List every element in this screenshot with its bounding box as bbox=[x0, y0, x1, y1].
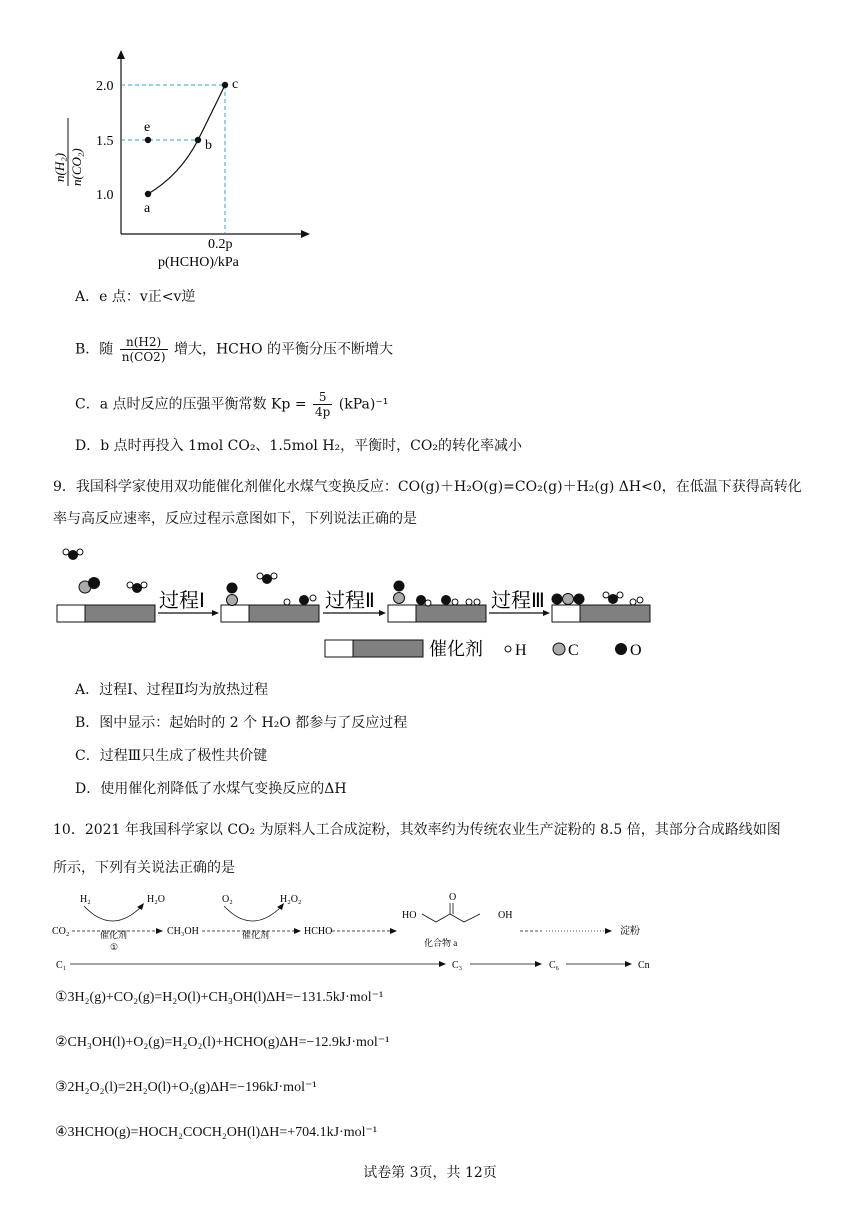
q10-stem-line1: 10．2021 年我国科学家以 CO₂ 为原料人工合成淀粉，其效率约为传统农业生产淀粉的 8.5 倍，其部分合成路线如图 bbox=[53, 822, 781, 838]
step2-label: 过程Ⅱ bbox=[325, 590, 375, 612]
route-o-top: O bbox=[449, 892, 457, 903]
q10-stem-line2: 所示，下列有关说法正确的是 bbox=[53, 860, 235, 876]
route-oh: OH bbox=[498, 910, 513, 921]
frac-denominator: n(CO2) bbox=[121, 350, 166, 364]
label-a: a bbox=[144, 201, 151, 216]
q8-option-c-fraction bbox=[313, 390, 332, 419]
q9-stem-line1: 9．我国科学家使用双功能催化剂催化水煤气变换反应：CO(g)＋H₂O(g)=CO₂(g)＋H₂(g) ΔH<0，在低温下获得高转化 bbox=[53, 479, 802, 495]
xtick-0.2p: 0.2p bbox=[208, 237, 233, 252]
page-footer: 试卷第 3页，共 12页 bbox=[363, 1165, 497, 1181]
q8-option-c-post: (kPa)⁻¹ bbox=[338, 396, 389, 413]
label-b: b bbox=[205, 138, 212, 153]
svg-text:n(H₂): n(H₂) bbox=[52, 152, 67, 182]
catalyst-4 bbox=[552, 605, 650, 622]
frac-numerator: n(H2) bbox=[120, 335, 168, 350]
x-axis-label: p(HCHO)/kPa bbox=[158, 255, 239, 270]
catalyst-1 bbox=[57, 605, 155, 622]
q8-option-a: A．e 点：v正<v逆 bbox=[75, 289, 196, 305]
route-catalyst-1: 催化剂 bbox=[100, 930, 128, 940]
q8-option-b-pre: B．随 bbox=[75, 341, 114, 358]
route-starch: 淀粉 bbox=[620, 926, 640, 937]
legend-catalyst-label: 催化剂 bbox=[429, 639, 483, 659]
legend-c-icon bbox=[553, 643, 565, 655]
legend-h-label: H bbox=[515, 642, 527, 659]
frac-numerator: 5 bbox=[313, 390, 332, 405]
molecule-co-adsorbed bbox=[79, 577, 100, 593]
route-catalyst-1-num: ① bbox=[110, 942, 119, 952]
q9-option-a: A．过程Ⅰ、过程Ⅱ均为放热过程 bbox=[75, 682, 269, 698]
q8-option-b-fraction bbox=[120, 335, 168, 364]
route-hcho: HCHO bbox=[304, 926, 333, 937]
step3-label: 过程Ⅲ bbox=[491, 590, 545, 612]
legend-catalyst-swatch bbox=[325, 640, 423, 657]
step1-label: 过程Ⅰ bbox=[159, 590, 205, 612]
q8-option-c bbox=[75, 390, 388, 419]
route-h2: H₂ bbox=[80, 894, 91, 905]
route-c6: C₆ bbox=[549, 960, 560, 971]
point-e bbox=[145, 137, 151, 143]
route-cn: Cn bbox=[638, 960, 650, 971]
legend-o-label: O bbox=[630, 642, 642, 659]
catalyst-2 bbox=[221, 605, 319, 622]
point-c bbox=[222, 82, 228, 88]
label-c: c bbox=[232, 77, 239, 92]
point-a bbox=[145, 191, 151, 197]
route-catalyst-2: 催化剂 bbox=[242, 930, 270, 940]
route-o2: O₂ bbox=[222, 894, 233, 905]
route-h2o: H₂O bbox=[147, 894, 165, 905]
q8-option-b bbox=[75, 335, 393, 364]
y-axis-label bbox=[52, 118, 84, 186]
svg-text:n(CO₂): n(CO₂) bbox=[69, 148, 84, 186]
legend-o-icon bbox=[615, 643, 627, 655]
route-ch3oh: CH₃OH bbox=[167, 926, 199, 937]
q9-stem-line2: 率与高反应速率，反应过程示意图如下，下列说法正确的是 bbox=[53, 511, 417, 527]
q8-option-d: D．b 点时再投入 1mol CO₂、1.5mol H₂，平衡时，CO₂的转化率减小 bbox=[75, 438, 522, 454]
q10-equation-3: ③2H₂O₂(l)=2H₂O(l)+O₂(g)ΔH=−196kJ·mol⁻¹ bbox=[55, 1080, 317, 1095]
route-ho: HO bbox=[402, 910, 417, 921]
q8-option-b-post: 增大，HCHO 的平衡分压不断增大 bbox=[173, 341, 394, 358]
ytick-2.0: 2.0 bbox=[96, 79, 114, 94]
q8-graph bbox=[40, 40, 330, 272]
point-b bbox=[195, 137, 201, 143]
q9-reaction-diagram bbox=[55, 545, 655, 665]
q10-equation-4: ④3HCHO(g)=HOCH₂COCH₂OH(l)ΔH=+704.1kJ·mol⁻¹ bbox=[55, 1125, 378, 1140]
ytick-1.5: 1.5 bbox=[96, 134, 114, 149]
legend-c-label: C bbox=[568, 642, 579, 659]
q10-equation-2: ②CH₃OH(l)+O₂(g)=H₂O₂(l)+HCHO(g)ΔH=−12.9kJ·mol⁻¹ bbox=[55, 1035, 390, 1050]
catalyst-3 bbox=[388, 605, 486, 622]
route-co2: CO₂ bbox=[52, 926, 70, 937]
legend-h-icon bbox=[505, 646, 511, 652]
q10-equation-1: ①3H₂(g)+CO₂(g)=H₂O(l)+CH₃OH(l)ΔH=−131.5kJ·mol⁻¹ bbox=[55, 990, 384, 1005]
molecule-h2o-adsorbed bbox=[127, 582, 147, 593]
label-e: e bbox=[144, 120, 151, 135]
ytick-1.0: 1.0 bbox=[96, 188, 114, 203]
q8-option-c-pre: C．a 点时反应的压强平衡常数 Kp = bbox=[75, 396, 312, 413]
route-c1: C₁ bbox=[56, 960, 67, 971]
q9-option-c: C．过程Ⅲ只生成了极性共价键 bbox=[75, 748, 268, 764]
molecule-h2o-floating bbox=[63, 549, 83, 560]
q9-option-d: D．使用催化剂降低了水煤气变换反应的ΔH bbox=[75, 781, 347, 797]
q10-synthesis-route bbox=[52, 888, 672, 976]
route-compound-a: 化合物 a bbox=[424, 938, 458, 948]
frac-denominator: 4p bbox=[315, 405, 331, 419]
route-c3: C₃ bbox=[452, 960, 463, 971]
route-h2o2: H₂O₂ bbox=[280, 894, 302, 905]
q9-option-b: B．图中显示：起始时的 2 个 H₂O 都参与了反应过程 bbox=[75, 715, 408, 731]
